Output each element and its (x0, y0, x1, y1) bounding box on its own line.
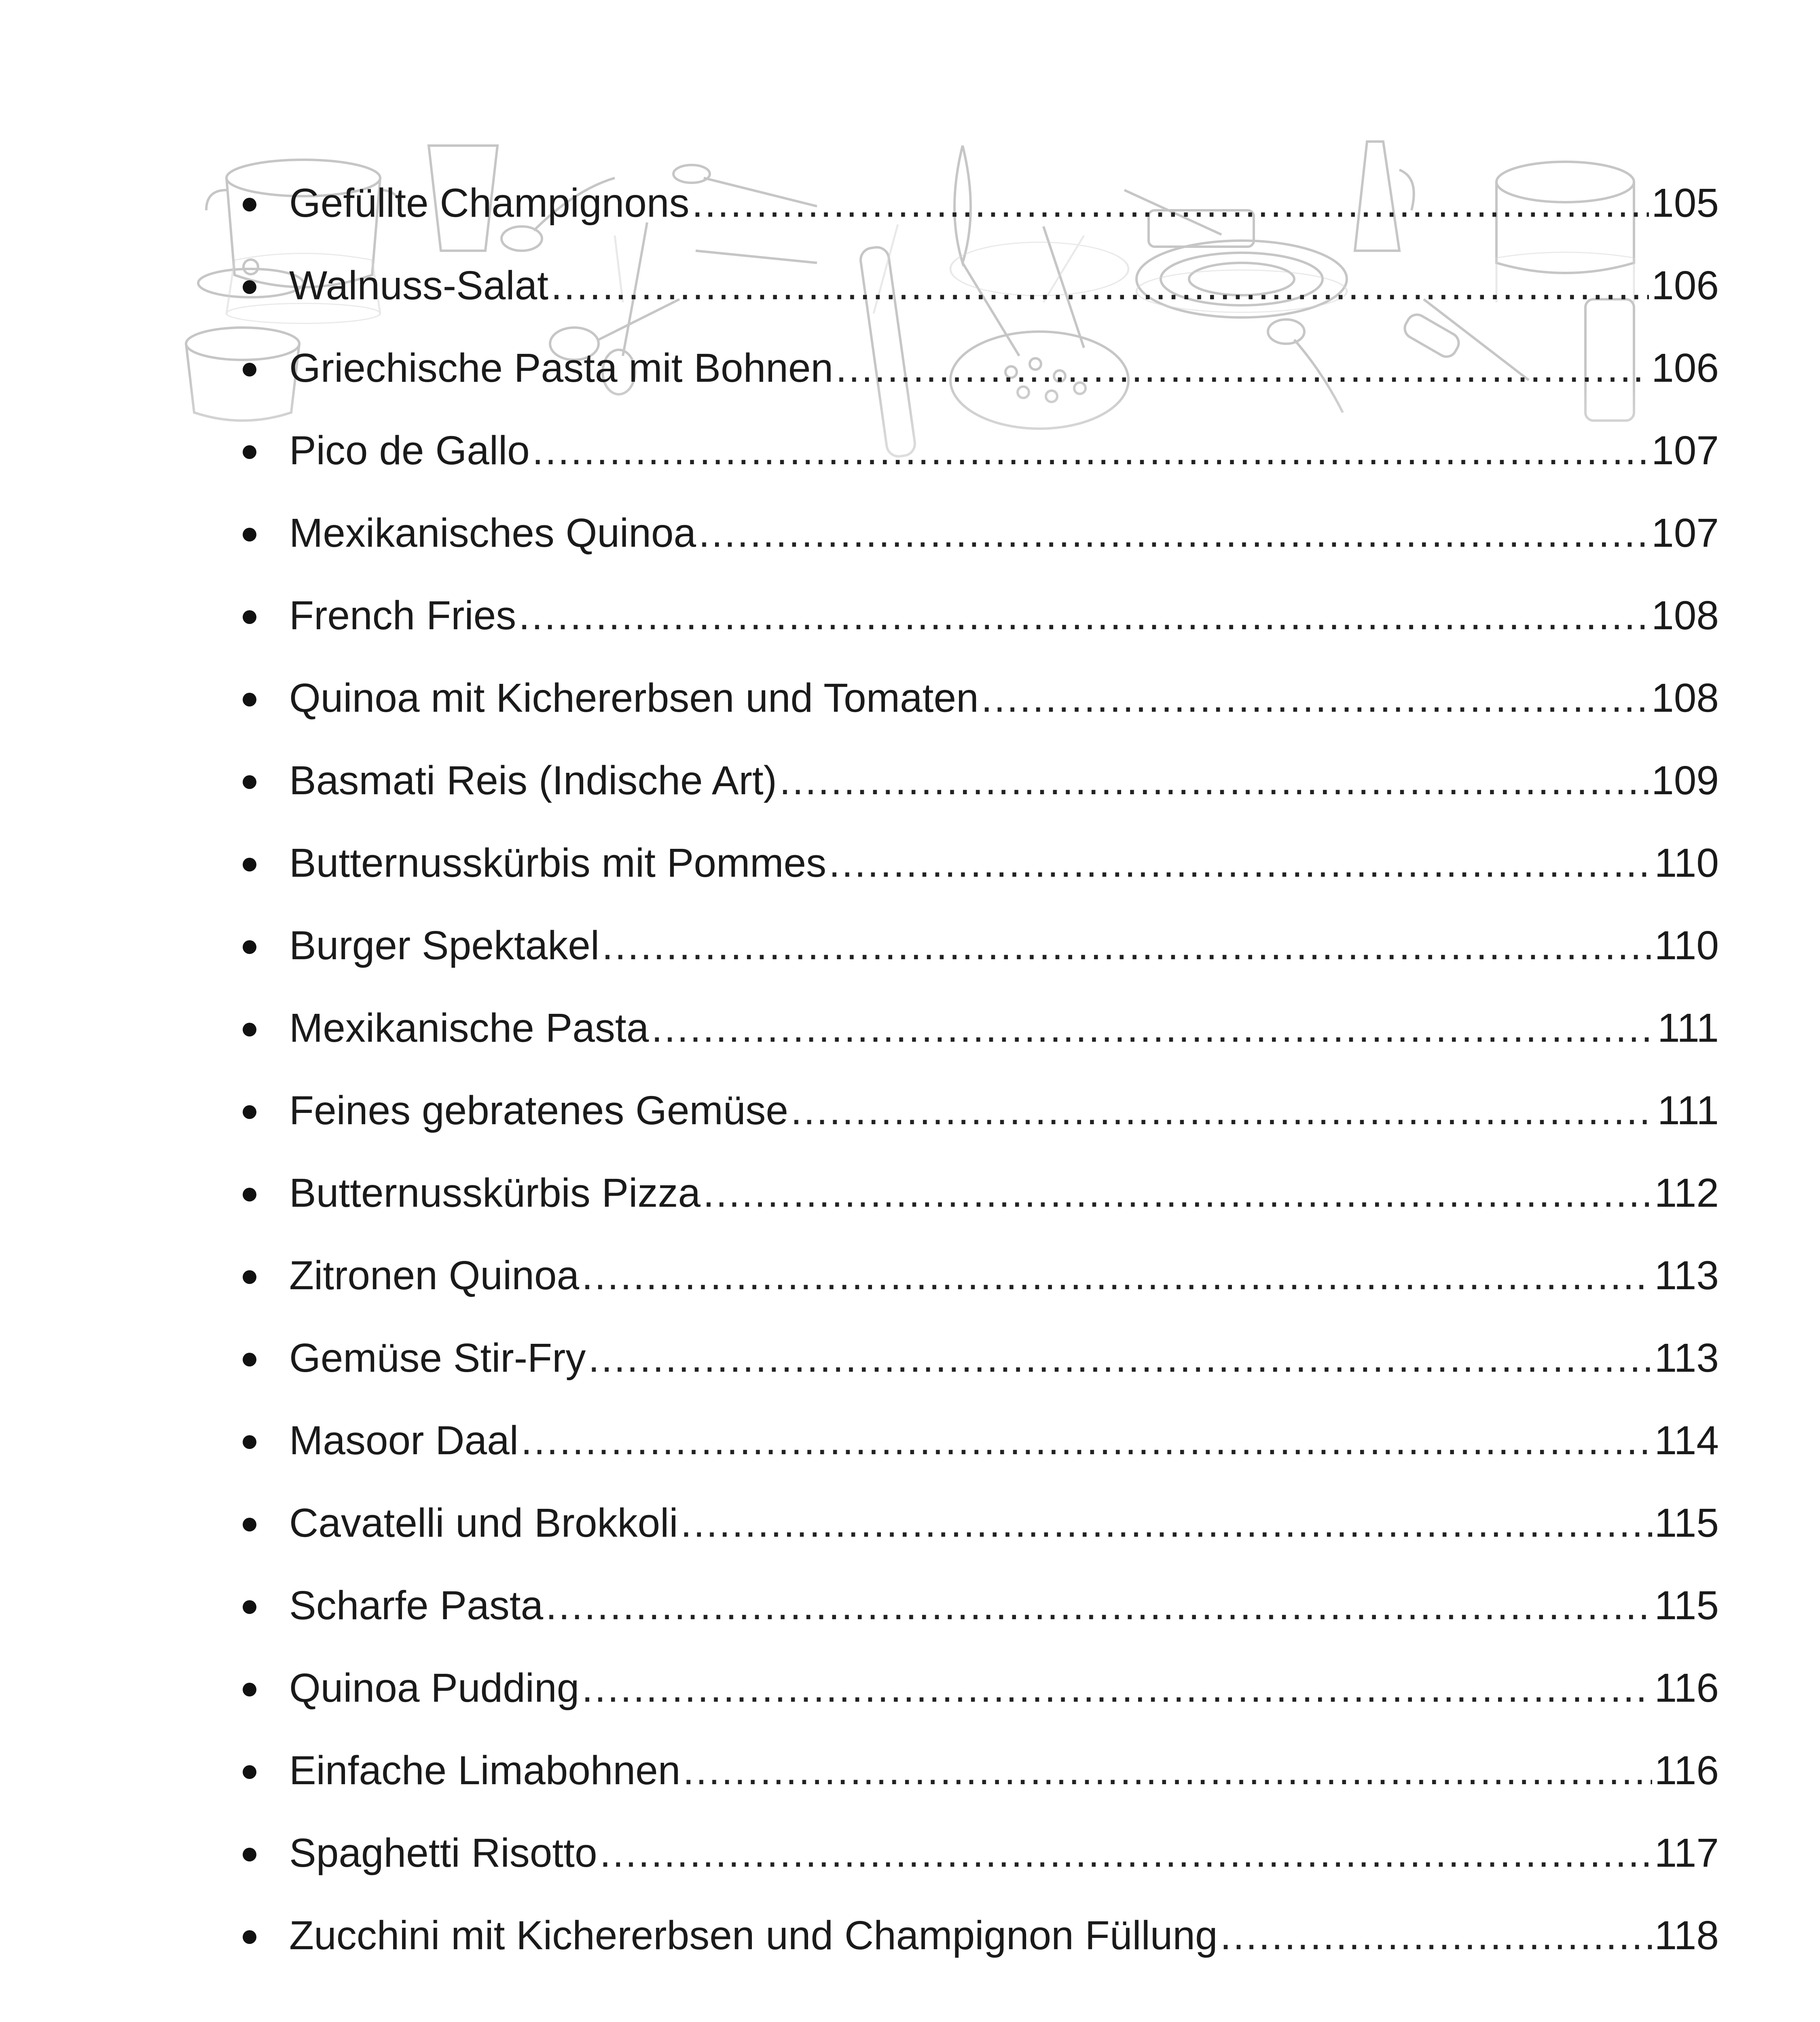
toc-entry-page: 117 (1654, 1830, 1719, 1876)
toc-entry[interactable] (231, 1482, 1719, 1564)
dot-leader (836, 327, 1649, 409)
toc-entry-title: Pico de Gallo (289, 428, 530, 473)
toc-entry-title: Quinoa Pudding (289, 1665, 580, 1711)
bullet-icon (243, 1930, 256, 1944)
dot-leader (582, 1647, 1652, 1729)
bullet-icon (243, 1683, 256, 1696)
bullet-icon (243, 1353, 256, 1366)
toc-entry[interactable] (231, 822, 1719, 904)
toc-entry-title: Zitronen Quinoa (289, 1253, 580, 1298)
toc-entry-page: 106 (1651, 345, 1719, 391)
dot-leader (600, 1812, 1652, 1894)
toc-entry-page: 116 (1654, 1748, 1719, 1793)
toc-entry-page: 111 (1657, 1005, 1719, 1051)
dot-leader (698, 492, 1649, 574)
table-of-contents-list (231, 162, 1719, 1977)
dot-leader (521, 1399, 1652, 1482)
toc-entry[interactable] (231, 574, 1719, 657)
toc-entry-page: 116 (1654, 1665, 1719, 1711)
bullet-icon (243, 1600, 256, 1614)
toc-entry[interactable] (231, 1729, 1719, 1812)
toc-entry[interactable] (231, 987, 1719, 1069)
toc-entry-title: Butternusskürbis mit Pommes (289, 840, 827, 886)
toc-entry-title: Zucchini mit Kichererbsen und Champignon Füllung (289, 1913, 1218, 1958)
bullet-icon (243, 198, 256, 212)
toc-entry-page: 109 (1651, 758, 1719, 803)
dot-leader (532, 409, 1649, 492)
toc-entry[interactable] (231, 492, 1719, 574)
toc-entry[interactable] (231, 904, 1719, 987)
bullet-icon (243, 363, 256, 376)
toc-entry-title: Walnuss-Salat (289, 263, 548, 308)
toc-entry[interactable] (231, 1812, 1719, 1894)
bullet-icon (243, 280, 256, 294)
toc-entry[interactable] (231, 1647, 1719, 1729)
toc-entry-page: 107 (1651, 510, 1719, 556)
toc-entry-page: 108 (1651, 593, 1719, 638)
bullet-icon (243, 693, 256, 706)
bullet-icon (243, 1765, 256, 1779)
toc-entry[interactable] (231, 1399, 1719, 1482)
bullet-icon (243, 1023, 256, 1036)
toc-entry-title: French Fries (289, 593, 516, 638)
dot-leader (518, 574, 1649, 657)
toc-entry-page: 108 (1651, 675, 1719, 721)
toc-entry-title: Gemüse Stir-Fry (289, 1335, 586, 1381)
toc-entry-title: Griechische Pasta mit Bohnen (289, 345, 834, 391)
dot-leader (551, 244, 1649, 327)
toc-entry-page: 118 (1654, 1913, 1719, 1958)
toc-entry[interactable] (231, 162, 1719, 244)
toc-entry-title: Spaghetti Risotto (289, 1830, 597, 1876)
dot-leader (651, 987, 1655, 1069)
bullet-icon (243, 1105, 256, 1119)
dot-leader (779, 739, 1649, 822)
bullet-icon (243, 610, 256, 624)
dot-leader (546, 1564, 1652, 1647)
toc-entry[interactable] (231, 409, 1719, 492)
toc-entry[interactable] (231, 739, 1719, 822)
toc-entry-page: 110 (1654, 840, 1719, 886)
dot-leader (829, 822, 1652, 904)
dot-leader (692, 162, 1649, 244)
toc-entry-page: 105 (1651, 180, 1719, 226)
toc-entry-title: Masoor Daal (289, 1418, 518, 1463)
toc-entry[interactable] (231, 657, 1719, 739)
bullet-icon (243, 775, 256, 789)
toc-entry-title: Cavatelli und Brokkoli (289, 1500, 678, 1546)
bullet-icon (243, 1435, 256, 1449)
bullet-icon (243, 1270, 256, 1284)
toc-entry[interactable] (231, 327, 1719, 409)
toc-entry[interactable] (231, 1894, 1719, 1977)
toc-entry-title: Basmati Reis (Indische Art) (289, 758, 777, 803)
dot-leader (981, 657, 1649, 739)
dot-leader (582, 1234, 1652, 1317)
bullet-icon (243, 528, 256, 541)
bullet-icon (243, 1848, 256, 1861)
toc-entry-page: 110 (1654, 923, 1719, 968)
dot-leader (602, 904, 1652, 987)
toc-entry-title: Gefüllte Champignons (289, 180, 690, 226)
dot-leader (703, 1152, 1652, 1234)
toc-entry-title: Burger Spektakel (289, 923, 600, 968)
toc-entry-page: 111 (1657, 1088, 1719, 1133)
toc-entry[interactable] (231, 1152, 1719, 1234)
toc-entry-page: 115 (1654, 1500, 1719, 1546)
toc-entry-page: 107 (1651, 428, 1719, 473)
bullet-icon (243, 858, 256, 871)
toc-entry-page: 113 (1654, 1253, 1719, 1298)
toc-entry-page: 115 (1654, 1583, 1719, 1628)
toc-entry-page: 106 (1651, 263, 1719, 308)
toc-entry-page: 113 (1654, 1335, 1719, 1381)
toc-entry[interactable] (231, 1564, 1719, 1647)
dot-leader (683, 1729, 1652, 1812)
toc-entry-title: Einfache Limabohnen (289, 1748, 681, 1793)
toc-entry-page: 112 (1654, 1170, 1719, 1216)
bullet-icon (243, 1518, 256, 1531)
toc-entry[interactable] (231, 244, 1719, 327)
toc-entry[interactable] (231, 1317, 1719, 1399)
toc-entry-title: Feines gebratenes Gemüse (289, 1088, 789, 1133)
dot-leader (1220, 1894, 1652, 1977)
toc-entry-title: Scharfe Pasta (289, 1583, 544, 1628)
toc-entry-title: Quinoa mit Kichererbsen und Tomaten (289, 675, 979, 721)
toc-entry[interactable] (231, 1069, 1719, 1152)
toc-entry-page: 114 (1654, 1418, 1719, 1463)
bullet-icon (243, 1188, 256, 1201)
toc-entry-title: Mexikanische Pasta (289, 1005, 649, 1051)
dot-leader (791, 1069, 1655, 1152)
bullet-icon (243, 940, 256, 954)
dot-leader (588, 1317, 1652, 1399)
toc-entry-title: Butternusskürbis Pizza (289, 1170, 701, 1216)
dot-leader (681, 1482, 1652, 1564)
bullet-icon (243, 445, 256, 459)
toc-entry-title: Mexikanisches Quinoa (289, 510, 696, 556)
toc-entry[interactable] (231, 1234, 1719, 1317)
